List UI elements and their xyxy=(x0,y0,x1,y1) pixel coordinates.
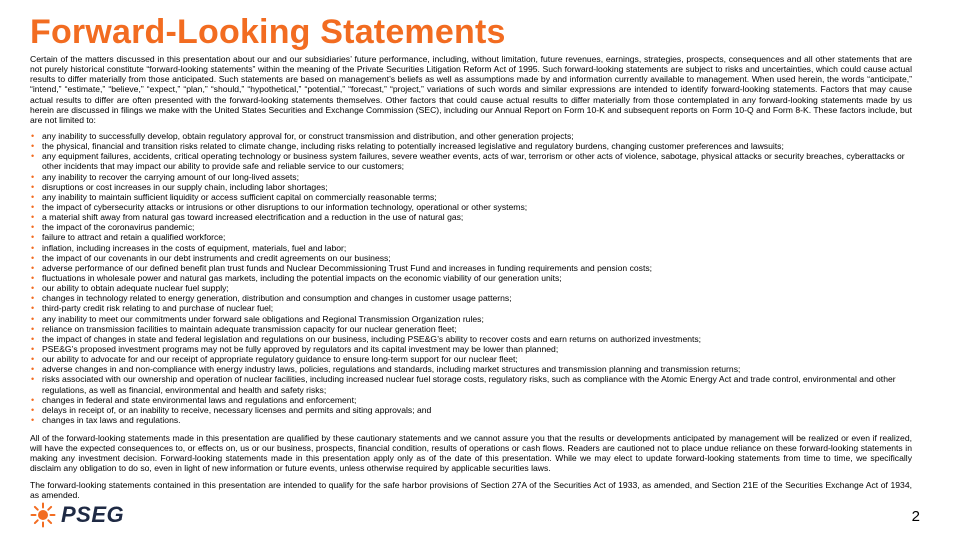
page-title: Forward-Looking Statements xyxy=(30,13,506,51)
list-item: • changes in tax laws and regulations. xyxy=(30,415,912,425)
list-item: • failure to attract and retain a qualified workforce; xyxy=(30,232,912,242)
list-item: • delays in receipt of, or an inability to receive, necessary licenses and permits and siting approvals; and xyxy=(30,405,912,415)
list-item: • the impact of our covenants in our debt instruments and credit agreements on our business; xyxy=(30,253,912,263)
pseg-logo xyxy=(30,502,124,528)
sun-icon xyxy=(30,502,56,528)
list-item: • PSE&G’s proposed investment programs may not be fully approved by regulators and its capital investment may be lower than planned; xyxy=(30,344,912,354)
closing-paragraph-1: All of the forward-looking statements made in this presentation are qualified by these cautionary statements and we cannot assure you that the results or developments anticipated by management will be realized or even if realized, will have the expected consequences to, or effects on, us or our business, prospects, financial condition, results of operations or cash flows. Readers are cautioned not to place undue reliance on these forward-looking statements in making any investment decision. Forward-looking statements made in this presentation apply only as of the date of this presentation. While we may elect to update forward-looking statements from time to time, we specifically disclaim any obligation to do so, even in light of new information or future events, unless otherwise required by applicable securities laws. xyxy=(30,433,912,474)
list-item: • our ability to advocate for and our receipt of appropriate regulatory guidance to ensure long-term support for our nuclear fleet; xyxy=(30,354,912,364)
list-item: • adverse changes in and non-compliance with energy industry laws, policies, regulations and standards, including market structures and transmission planning and transmission returns; xyxy=(30,364,912,374)
content-body xyxy=(30,54,912,506)
intro-paragraph: Certain of the matters discussed in this presentation about our and our subsidiaries’ future performance, including, without limitation, future revenues, earnings, strategies, prospects, consequences and all other statements that are not purely historical constitute “forward-looking statements” within the meaning of the Private Securities Litigation Reform Act of 1995. Such forward-looking statements are subject to risks and uncertainties, which could cause actual results to differ materially from those anticipated. Such statements are based on management’s beliefs as well as assumptions made by and information currently available to management. When used herein, the words “anticipate,” “intend,” “estimate,” “believe,” “expect,” “plan,” “should,” “hypothetical,” “potential,” “forecast,” “project,” variations of such words and similar expressions are intended to identify forward-looking statements. Factors that may cause actual results to differ are often presented with the forward-looking statements themselves. Other factors that could cause actual results to differ materially from those contemplated in any forward-looking statements made by us herein are discussed in filings we make with the United States Securities and Exchange Commission (SEC), including our Annual Report on Form 10-K and subsequent reports on Form 10-Q and Form 8-K. These factors include, but are not limited to: xyxy=(30,54,912,125)
list-item: • any inability to recover the carrying amount of our long-lived assets; xyxy=(30,172,912,182)
list-item: • any inability to meet our commitments under forward sale obligations and Regional Transmission Organization rules; xyxy=(30,314,912,324)
list-item: • the impact of cybersecurity attacks or intrusions or other disruptions to our information technology, operational or other systems; xyxy=(30,202,912,212)
list-item: • risks associated with our ownership and operation of nuclear facilities, including increased nuclear fuel storage costs, regulatory risks, such as compliance with the Atomic Energy Act and trade control, environmental and other regulations, as well as financial, environmental and health and safety risks; xyxy=(30,374,912,394)
list-item: • any equipment failures, accidents, critical operating technology or business system failures, severe weather events, acts of war, terrorism or other acts of violence, sabotage, physical attacks or security breaches, cyberattacks or other incidents that may impact our ability to provide safe and reliable service to our customers; xyxy=(30,151,912,171)
list-item: • a material shift away from natural gas toward increased electrification and a reduction in the use of natural gas; xyxy=(30,212,912,222)
list-item: • changes in technology related to energy generation, distribution and consumption and changes in customer usage patterns; xyxy=(30,293,912,303)
list-item: • any inability to maintain sufficient liquidity or access sufficient capital on commercially reasonable terms; xyxy=(30,192,912,202)
list-item: • third-party credit risk relating to and purchase of nuclear fuel; xyxy=(30,303,912,313)
list-item: • the impact of changes in state and federal legislation and regulations on our business, including PSE&G’s ability to recover costs and earn returns on authorized investments; xyxy=(30,334,912,344)
list-item: • any inability to successfully develop, obtain regulatory approval for, or construct transmission and distribution, and other generation projects; xyxy=(30,131,912,141)
list-item: • reliance on transmission facilities to maintain adequate transmission capacity for our nuclear generation fleet; xyxy=(30,324,912,334)
list-item: • disruptions or cost increases in our supply chain, including labor shortages; xyxy=(30,182,912,192)
page-number: 2 xyxy=(911,508,920,525)
list-item: • the impact of the coronavirus pandemic; xyxy=(30,222,912,232)
list-item: • inflation, including increases in the costs of equipment, materials, fuel and labor; xyxy=(30,243,912,253)
list-item: • our ability to obtain adequate nuclear fuel supply; xyxy=(30,283,912,293)
list-item: • fluctuations in wholesale power and natural gas markets, including the potential impacts on the economic viability of our generation units; xyxy=(30,273,912,283)
risk-factor-list xyxy=(30,131,912,425)
list-item: • adverse performance of our defined benefit plan trust funds and Nuclear Decommissioning Trust Fund and increases in funding requirements and pension costs; xyxy=(30,263,912,273)
closing-paragraph-2: The forward-looking statements contained in this presentation are intended to qualify for the safe harbor provisions of Section 27A of the Securities Act of 1933, as amended, and Section 21E of the Securities Exchange Act of 1934, as amended. xyxy=(30,479,912,500)
list-item: • changes in federal and state environmental laws and regulations and enforcement; xyxy=(30,395,912,405)
logo-wordmark: PSEG xyxy=(61,502,125,527)
list-item: • the physical, financial and transition risks related to climate change, including risks relating to potentially increased legislative and regulatory burdens, changing customer preferences and lawsuits; xyxy=(30,141,912,151)
